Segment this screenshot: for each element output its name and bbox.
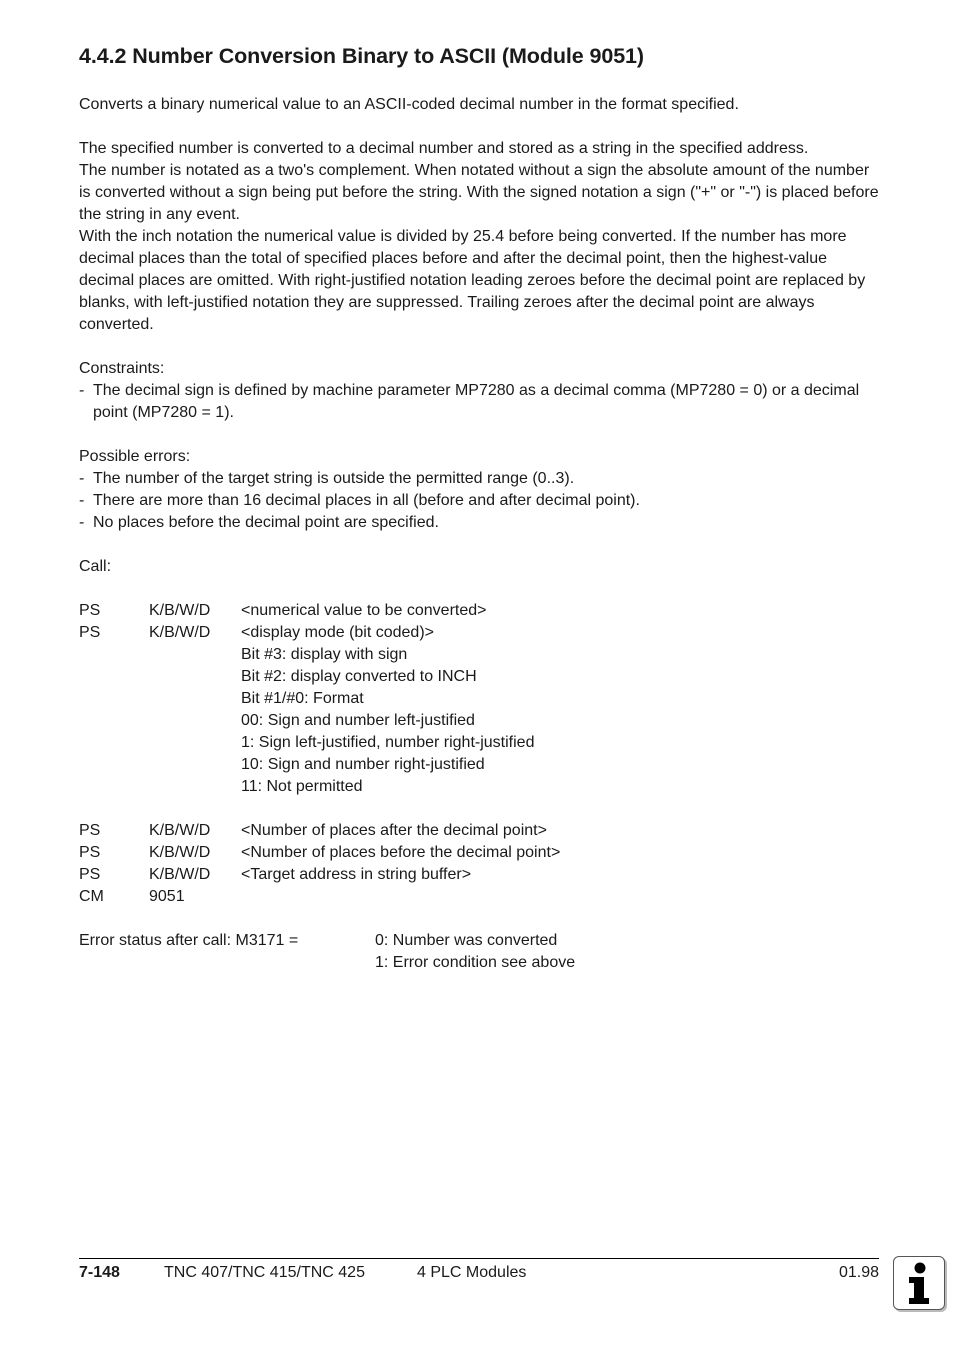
call-row: PS K/B/W/D <display mode (bit coded)> [79,624,434,641]
errors-title: Possible errors: [79,448,191,465]
error-status-value: 0: Number was converted [375,932,558,949]
mode-detail: Bit #3: display with sign [241,646,408,663]
body-text [79,94,879,974]
mode-detail: 10: Sign and number right-justified [241,756,485,773]
mode-detail: 11: Not permitted [241,778,363,795]
error-item: - No places before the decimal point are specified. [79,514,439,531]
call-row: PS K/B/W/D <Target address in string buffer> [79,866,472,883]
footer-model: TNC 407/TNC 415/TNC 425 [164,1264,365,1281]
footer-page-number: 7-148 [79,1264,120,1281]
constraints-title: Constraints: [79,360,165,377]
error-status-label: Error status after call: M3171 = [79,932,299,949]
error-status-row [79,930,879,952]
error-item: - There are more than 16 decimal places in all (before and after decimal point). [79,492,640,509]
description-paragraph: The specified number is converted to a decimal number and stored as a string in the specified address. [79,140,809,157]
call-row: PS K/B/W/D <numerical value to be converted> [79,602,487,619]
mode-detail: 1: Sign left-justified, number right-justified [241,734,535,751]
intro-paragraph: Converts a binary numerical value to an ASCII-coded decimal number in the format specified. [79,96,739,113]
description-paragraph: With the inch notation the numerical value is divided by 25.4 before being converted. If the number has more decimal places than the total of specified places before and after the decimal point, then the highest-value decimal places are omitted. With right-justified notation leading zeroes before the decimal point are replaced by blanks, with left-justified notation they are suppressed. Trailing zeroes after the decimal point are always converted. [79,228,866,333]
error-item: - The number of the target string is outside the permitted range (0..3). [79,470,575,487]
page-footer [79,1258,879,1281]
call-row: PS K/B/W/D <Number of places before the decimal point> [79,844,561,861]
section-heading: 4.4.2 Number Conversion Binary to ASCII (Module 9051) [79,44,644,68]
error-status-value: 1: Error condition see above [375,954,576,971]
mode-detail: 00: Sign and number left-justified [241,712,475,729]
info-icon [893,1256,945,1310]
description-paragraph: The number is notated as a two's complement. When notated without a sign the absolute amount of the number is converted without a sign being put before the string. With the signed notation a sign ("+" or "-") is placed before the string in any event. [79,162,879,223]
call-row: PS K/B/W/D <Number of places after the decimal point> [79,822,547,839]
call-row: CM 9051 [79,888,185,905]
mode-detail: Bit #2: display converted to INCH [241,668,477,685]
call-title: Call: [79,558,112,575]
footer-chapter: 4 PLC Modules [417,1264,527,1281]
constraint-item: - The decimal sign is defined by machine parameter MP7280 as a decimal comma (MP7280 = 0) or a decimal point (MP7280 = 1). [79,382,860,421]
footer-date: 01.98 [838,1264,879,1281]
mode-detail: Bit #1/#0: Format [241,690,364,707]
